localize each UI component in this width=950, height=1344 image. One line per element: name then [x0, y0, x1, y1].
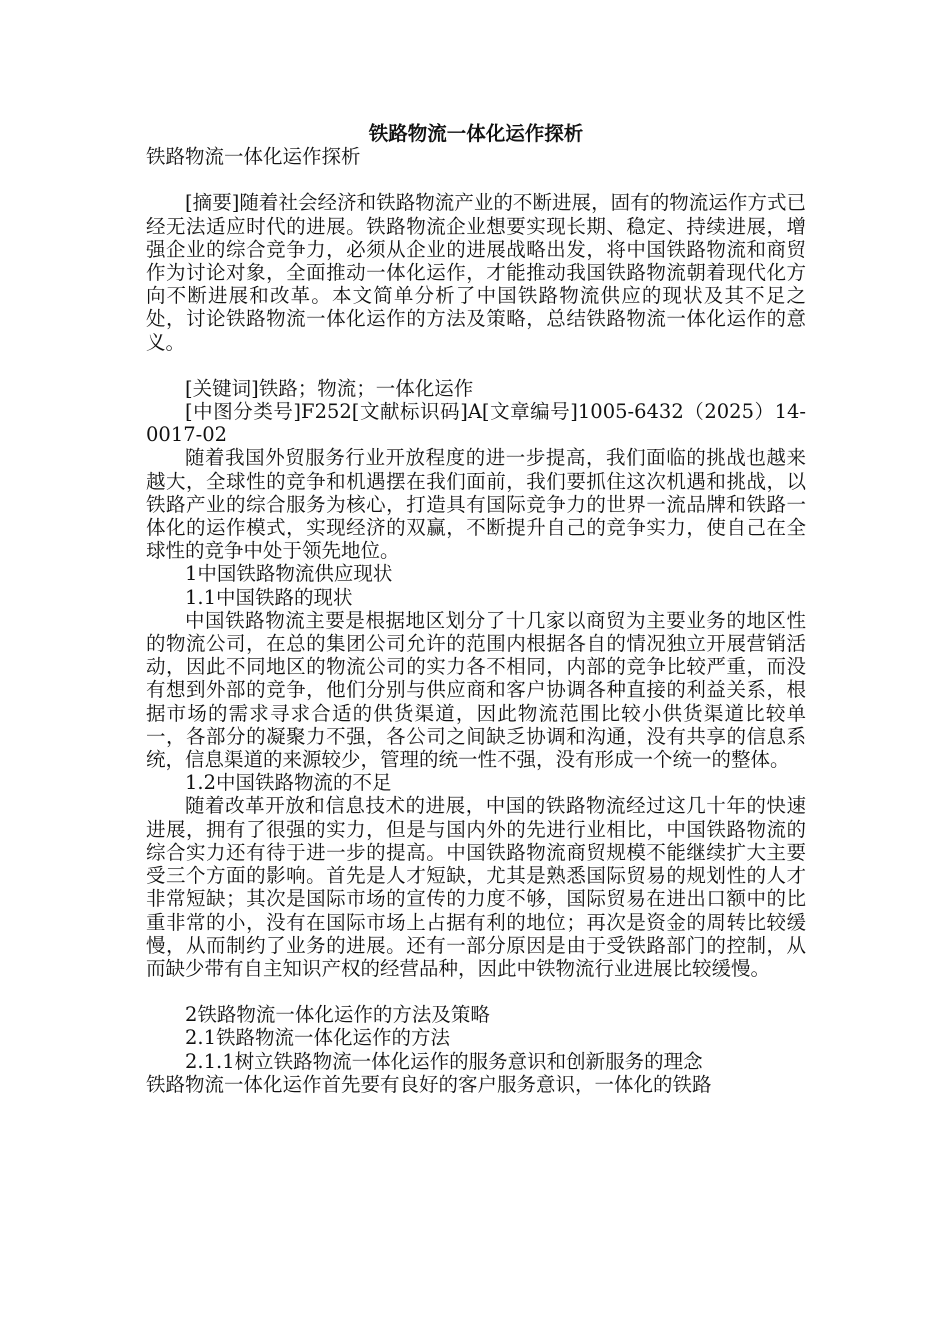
- section-heading-2-1: 2.1铁路物流一体化运作的方法: [185, 1026, 451, 1050]
- abstract-paragraph: [摘要]随着社会经济和铁路物流产业的不断进展，固有的物流运作方式已经无法适应时代的进展。铁路物流企业想要实现长期、稳定、持续进展，增强企业的综合竞争力，必须从企业的进展战略出发，将中国铁路物流和商贸作为讨论对象，全面推动一体化运作，才能推动我国铁路物流朝着现代化方向不断进展和改革。本文简单分析了中国铁路物流供应的现状及其不足之处，讨论铁路物流一体化运作的方法及策略，总结铁路物流一体化运作的意义。: [146, 191, 806, 354]
- document-subtitle: 铁路物流一体化运作探析: [146, 145, 361, 169]
- spacer: [146, 168, 806, 191]
- section-heading-1-1: 1.1中国铁路的现状: [185, 585, 353, 609]
- paragraph-2-1-1: 铁路物流一体化运作首先要有良好的客户服务意识，一体化的铁路: [146, 1072, 712, 1096]
- section-heading-1: 1中国铁路物流供应现状: [185, 562, 393, 586]
- section-heading-2-1-1: 2.1.1树立铁路物流一体化运作的服务意识和创新服务的理念: [185, 1049, 703, 1073]
- document-title: 铁路物流一体化运作探析: [368, 122, 584, 145]
- paragraph-1-2: 随着改革开放和信息技术的进展，中国的铁路物流经过这几十年的快速进展，拥有了很强的实力，但是与国内外的先进行业相比，中国铁路物流的综合实力还有待于进一步的提高。中国铁路物流商贸规模不能继续扩大主要受三个方面的影响。首先是人才短缺，尤其是熟悉国际贸易的规划性的人才非常短缺；其次是国际市场的宣传的力度不够，国际贸易在进出口额中的比重非常的小，没有在国际市场上占据有利的地位；再次是资金的周转比较缓慢，从而制约了业务的进展。还有一部分原因是由于受铁路部门的控制，从而缺少带有自主知识产权的经营品种，因此中铁物流行业进展比较缓慢。: [146, 794, 806, 980]
- document-page: [146, 122, 806, 1096]
- section-heading-1-2: 1.2中国铁路物流的不足: [185, 771, 392, 795]
- keywords-line: [关键词]铁路；物流；一体化运作: [185, 376, 474, 400]
- section-heading-2: 2铁路物流一体化运作的方法及策略: [185, 1003, 490, 1027]
- spacer: [146, 980, 806, 1003]
- spacer: [146, 354, 806, 377]
- classification-line: [中图分类号]F252[文献标识码]A[文章编号]1005-6432（2025）14-0017-02: [146, 400, 806, 447]
- intro-paragraph: 随着我国外贸服务行业开放程度的进一步提高，我们面临的挑战也越来越大，全球性的竞争和机遇摆在我们面前，我们要抓住这次机遇和挑战，以铁路产业的综合服务为核心，打造具有国际竞争力的世界一流品牌和铁路一体化的运作模式，实现经济的双赢，不断提升自己的竞争实力，使自己在全球性的竞争中处于领先地位。: [146, 446, 806, 563]
- paragraph-1-1: 中国铁路物流主要是根据地区划分了十几家以商贸为主要业务的地区性的物流公司，在总的集团公司允许的范围内根据各自的情况独立开展营销活动，因此不同地区的物流公司的实力各不相同，内部的竞争比较严重，而没有想到外部的竞争，他们分别与供应商和客户协调各种直接的利益关系，根据市场的需求寻求合适的供货渠道，因此物流范围比较小供货渠道比较单一，各部分的凝聚力不强，各公司之间缺乏协调和沟通，没有共享的信息系统，信息渠道的来源较少，管理的统一性不强，没有形成一个统一的整体。: [146, 608, 806, 772]
